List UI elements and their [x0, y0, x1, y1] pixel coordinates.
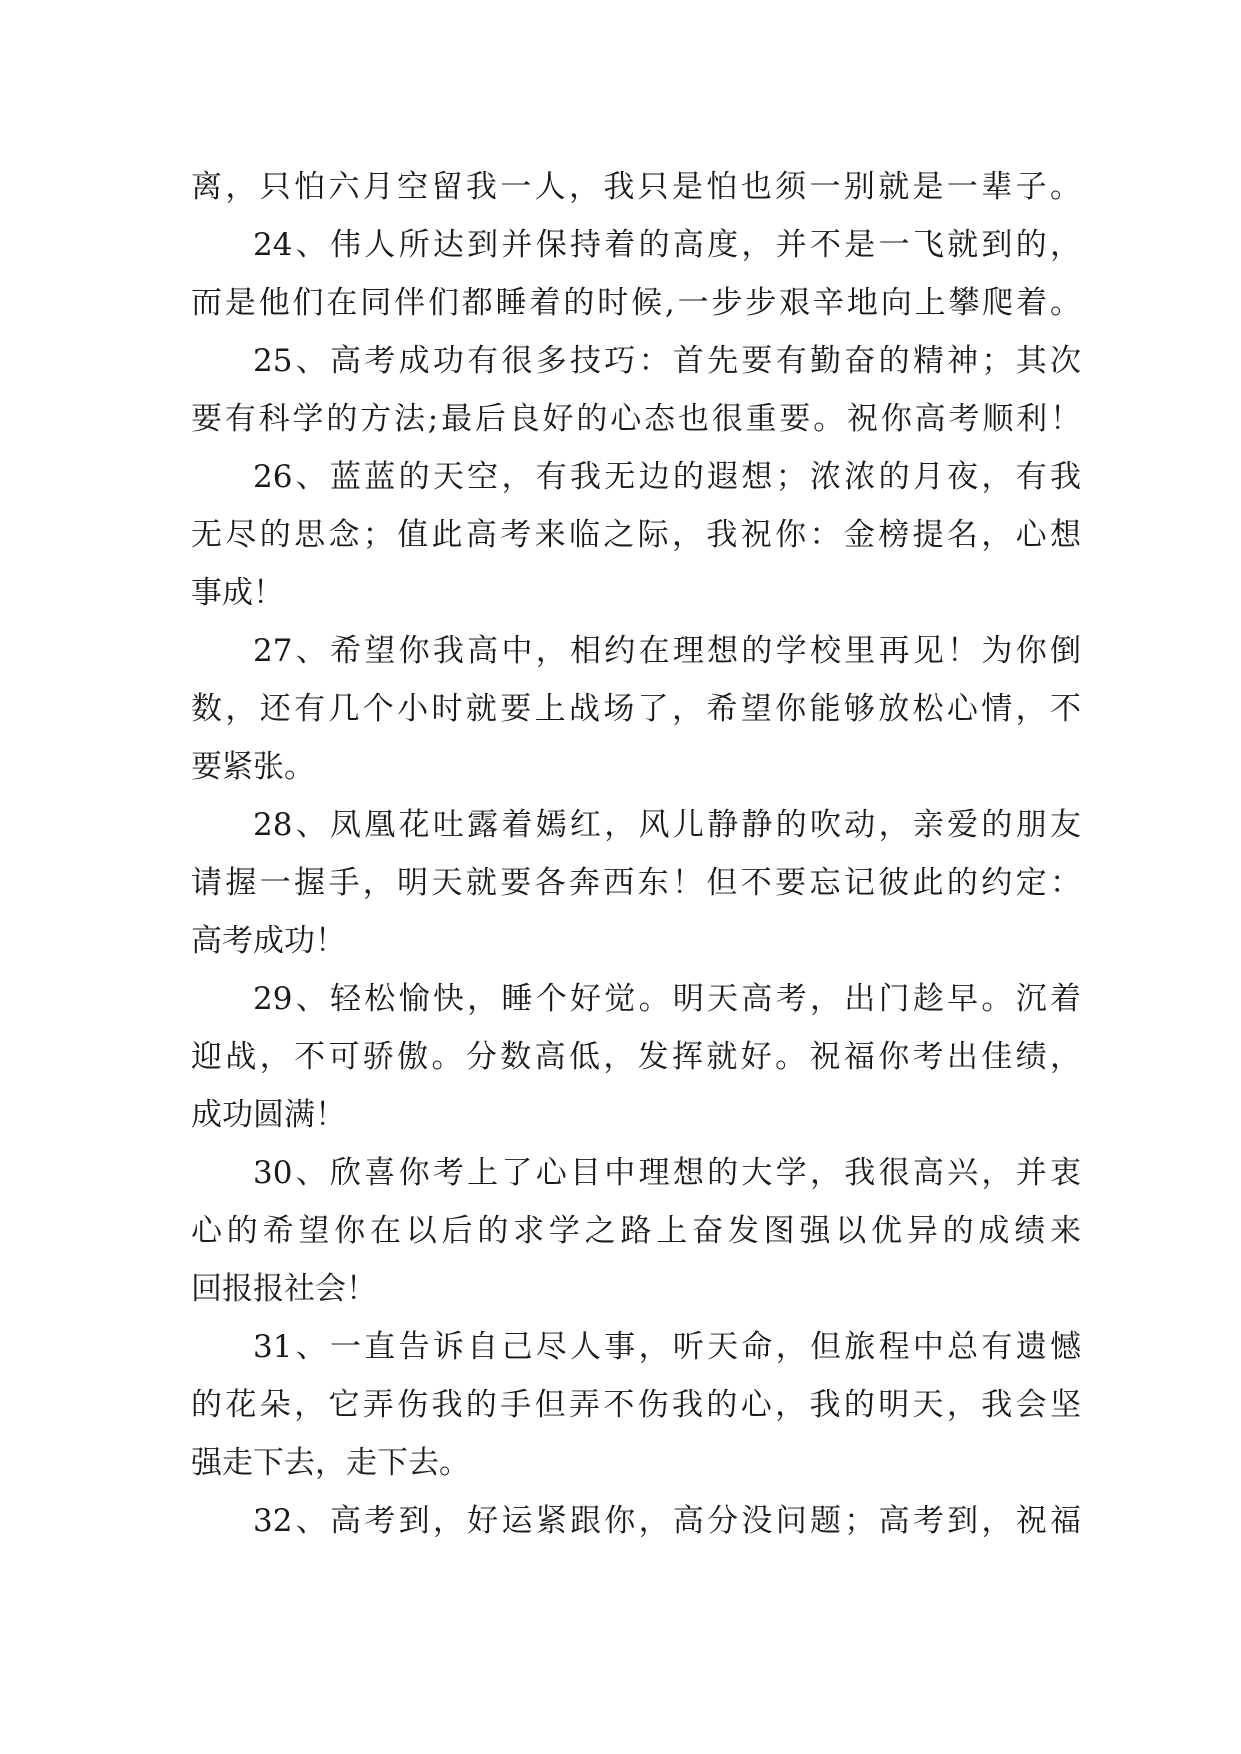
text-line: 强走下去，走下去。 [191, 1445, 470, 1481]
text-line: 要紧张。 [191, 749, 315, 785]
text-line: 而是他们在同伴们都睡着的时候,一步步艰辛地向上攀爬着。 [191, 285, 1081, 321]
text-line: 事成！ [191, 575, 284, 611]
body-text [191, 158, 1081, 1550]
text-line: 成功圆满！ [191, 1097, 346, 1133]
text-line: 的花朵，它弄伤我的手但弄不伤我的心，我的明天，我会坚 [191, 1387, 1081, 1423]
text-line: 32、高考到，好运紧跟你，高分没问题；高考到，祝福 [253, 1503, 1081, 1539]
text-line: 请握一握手，明天就要各奔西东！但不要忘记彼此的约定： [191, 865, 1081, 901]
text-line: 无尽的思念；值此高考来临之际，我祝你：金榜提名，心想 [191, 517, 1081, 553]
text-line: 回报报社会！ [191, 1271, 377, 1307]
text-line: 高考成功！ [191, 923, 346, 959]
text-line: 29、轻松愉快，睡个好觉。明天高考，出门趁早。沉着 [253, 981, 1081, 1017]
text-line: 心的希望你在以后的求学之路上奋发图强以优异的成绩来 [191, 1213, 1081, 1249]
text-line: 31、一直告诉自己尽人事，听天命，但旅程中总有遗憾 [253, 1329, 1081, 1365]
text-line: 27、希望你我高中，相约在理想的学校里再见！为你倒 [253, 633, 1081, 669]
text-line: 24、伟人所达到并保持着的高度，并不是一飞就到的， [253, 227, 1081, 263]
text-line: 25、高考成功有很多技巧：首先要有勤奋的精神；其次 [253, 343, 1081, 379]
text-line: 迎战，不可骄傲。分数高低，发挥就好。祝福你考出佳绩， [191, 1039, 1081, 1075]
text-line: 30、欣喜你考上了心目中理想的大学，我很高兴，并衷 [253, 1155, 1081, 1191]
text-line: 26、蓝蓝的天空，有我无边的遐想；浓浓的月夜，有我 [253, 459, 1081, 495]
text-line: 28、凤凰花吐露着嫣红，风儿静静的吹动，亲爱的朋友 [253, 807, 1081, 843]
text-line: 数，还有几个小时就要上战场了，希望你能够放松心情，不 [191, 691, 1081, 727]
text-line: 离，只怕六月空留我一人，我只是怕也须一别就是一辈子。 [191, 169, 1081, 205]
text-line: 要有科学的方法;最后良好的心态也很重要。祝你高考顺利！ [191, 401, 1081, 437]
